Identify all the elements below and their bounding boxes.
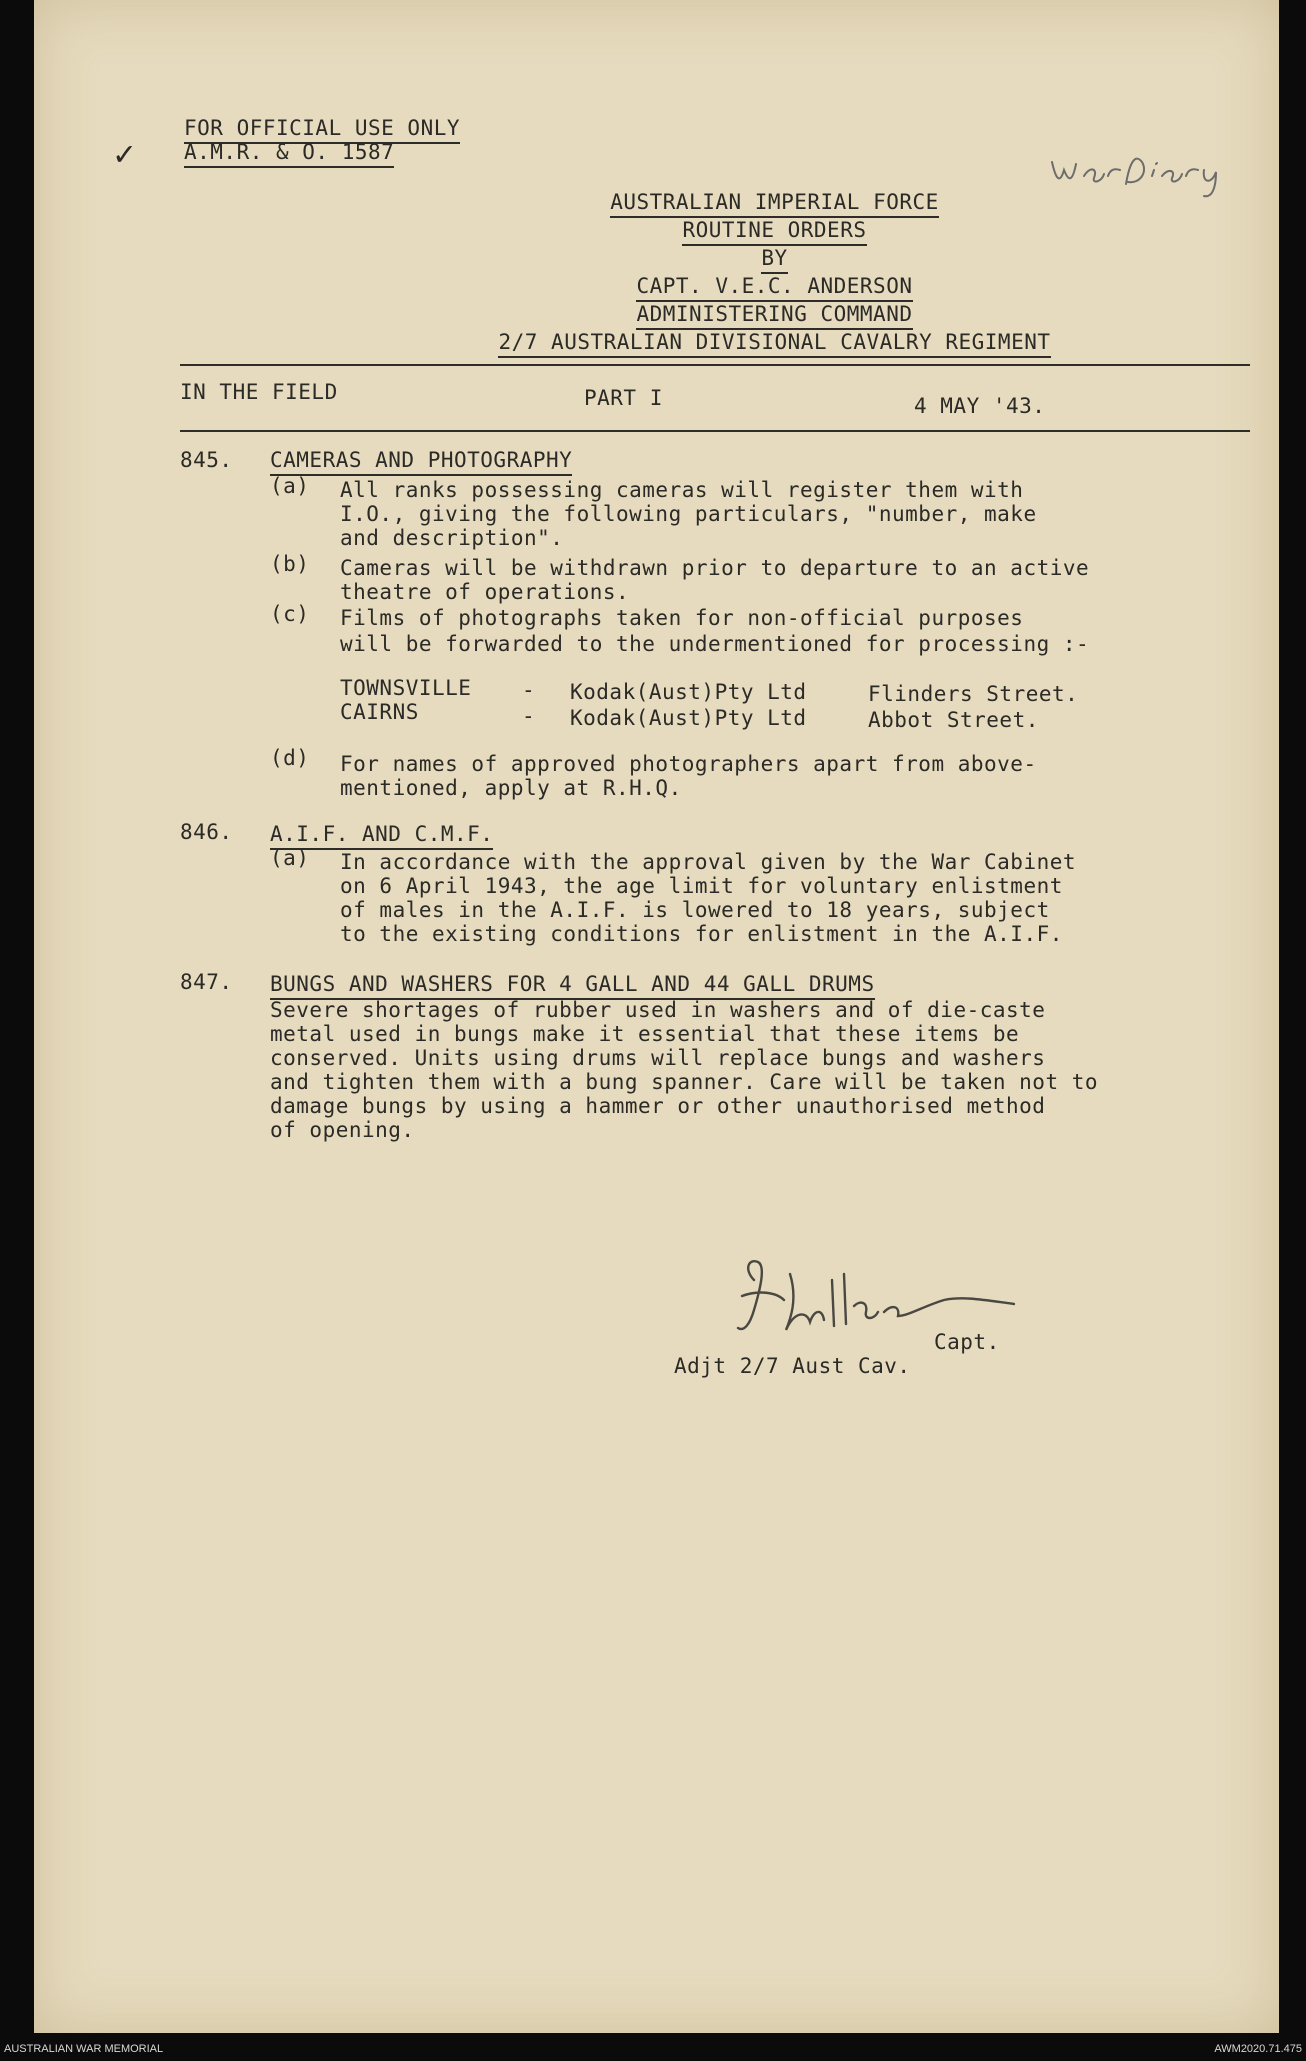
- header-rule-lower: [180, 430, 1250, 432]
- reference-line: A.M.R. & O. 1587: [184, 140, 394, 168]
- title-line: AUSTRALIAN IMPERIAL FORCE: [152, 190, 1279, 218]
- title-line: BY: [152, 246, 1279, 274]
- table-dash: -: [522, 678, 536, 702]
- paragraph-line: will be forwarded to the undermentioned for processing :-: [340, 632, 1090, 656]
- signature-appointment: Adjt 2/7 Aust Cav.: [674, 1354, 911, 1378]
- order-title: CAMERAS AND PHOTOGRAPHY: [270, 448, 572, 476]
- body-line: and tighten them with a bung spanner. Care will be taken not to: [270, 1070, 1099, 1094]
- place-text: IN THE FIELD: [180, 380, 338, 404]
- paragraph-label: (c): [270, 602, 310, 626]
- classification-line: FOR OFFICIAL USE ONLY: [184, 116, 460, 144]
- paragraph-line: Cameras will be withdrawn prior to departure to an active: [340, 556, 1090, 580]
- paragraph-line: theatre of operations.: [340, 580, 630, 604]
- signature-rank: Capt.: [934, 1330, 1000, 1354]
- date-text: 4 MAY '43.: [914, 394, 1046, 418]
- table-street: Abbot Street.: [868, 708, 1039, 732]
- title-line: 2/7 AUSTRALIAN DIVISIONAL CAVALRY REGIMENT: [152, 330, 1279, 358]
- body-line: conserved. Units using drums will replace bungs and washers: [270, 1046, 1046, 1070]
- paragraph-label: (a): [270, 474, 310, 498]
- order-number: 846.: [180, 820, 233, 844]
- order-title: BUNGS AND WASHERS FOR 4 GALL AND 44 GALL DRUMS: [270, 972, 875, 1000]
- paragraph-label: (a): [270, 846, 310, 870]
- table-place: CAIRNS: [340, 700, 419, 724]
- handwritten-signature: [714, 1250, 1094, 1360]
- body-line: damage bungs by using a hammer or other unauthorised method: [270, 1094, 1046, 1118]
- title-line: CAPT. V.E.C. ANDERSON: [152, 274, 1279, 302]
- paragraph-label: (b): [270, 552, 310, 576]
- body-line: of opening.: [270, 1118, 415, 1142]
- paragraph-line: and description".: [340, 526, 564, 550]
- table-street: Flinders Street.: [868, 682, 1079, 706]
- paragraph-line: I.O., giving the following particulars, "number, make: [340, 502, 1037, 526]
- footer-right: AWM2020.71.475: [1214, 2043, 1302, 2055]
- title-line: ADMINISTERING COMMAND: [152, 302, 1279, 330]
- order-number: 847.: [180, 970, 233, 994]
- margin-tick-mark: ✓: [114, 134, 135, 174]
- paragraph-line: For names of approved photographers apart from above-: [340, 752, 1037, 776]
- order-title: A.I.F. AND C.M.F.: [270, 822, 493, 850]
- order-number: 845.: [180, 448, 233, 472]
- paragraph-line: to the existing conditions for enlistment in the A.I.F.: [340, 922, 1063, 946]
- paragraph-line: mentioned, apply at R.H.Q.: [340, 776, 682, 800]
- archive-footer: [0, 2037, 1306, 2061]
- body-line: metal used in bungs make it essential that these items be: [270, 1022, 1020, 1046]
- table-firm: Kodak(Aust)Pty Ltd: [570, 680, 807, 704]
- paragraph-label: (d): [270, 746, 310, 770]
- title-block: [152, 190, 1279, 358]
- table-dash: -: [522, 704, 536, 728]
- header-rule: [180, 364, 1250, 366]
- table-firm: Kodak(Aust)Pty Ltd: [570, 706, 807, 730]
- title-line: ROUTINE ORDERS: [152, 218, 1279, 246]
- footer-left: AUSTRALIAN WAR MEMORIAL: [4, 2043, 164, 2055]
- paragraph-line: Films of photographs taken for non-official purposes: [340, 606, 1024, 630]
- paragraph-line: on 6 April 1943, the age limit for voluntary enlistment: [340, 874, 1063, 898]
- paragraph-line: All ranks possessing cameras will register them with: [340, 478, 1024, 502]
- document-page: [34, 0, 1279, 2033]
- paragraph-line: In accordance with the approval given by the War Cabinet: [340, 850, 1077, 874]
- part-text: PART I: [584, 386, 663, 410]
- body-line: Severe shortages of rubber used in washers and of die-caste: [270, 998, 1046, 1022]
- table-place: TOWNSVILLE: [340, 676, 472, 700]
- paragraph-line: of males in the A.I.F. is lowered to 18 years, subject: [340, 898, 1050, 922]
